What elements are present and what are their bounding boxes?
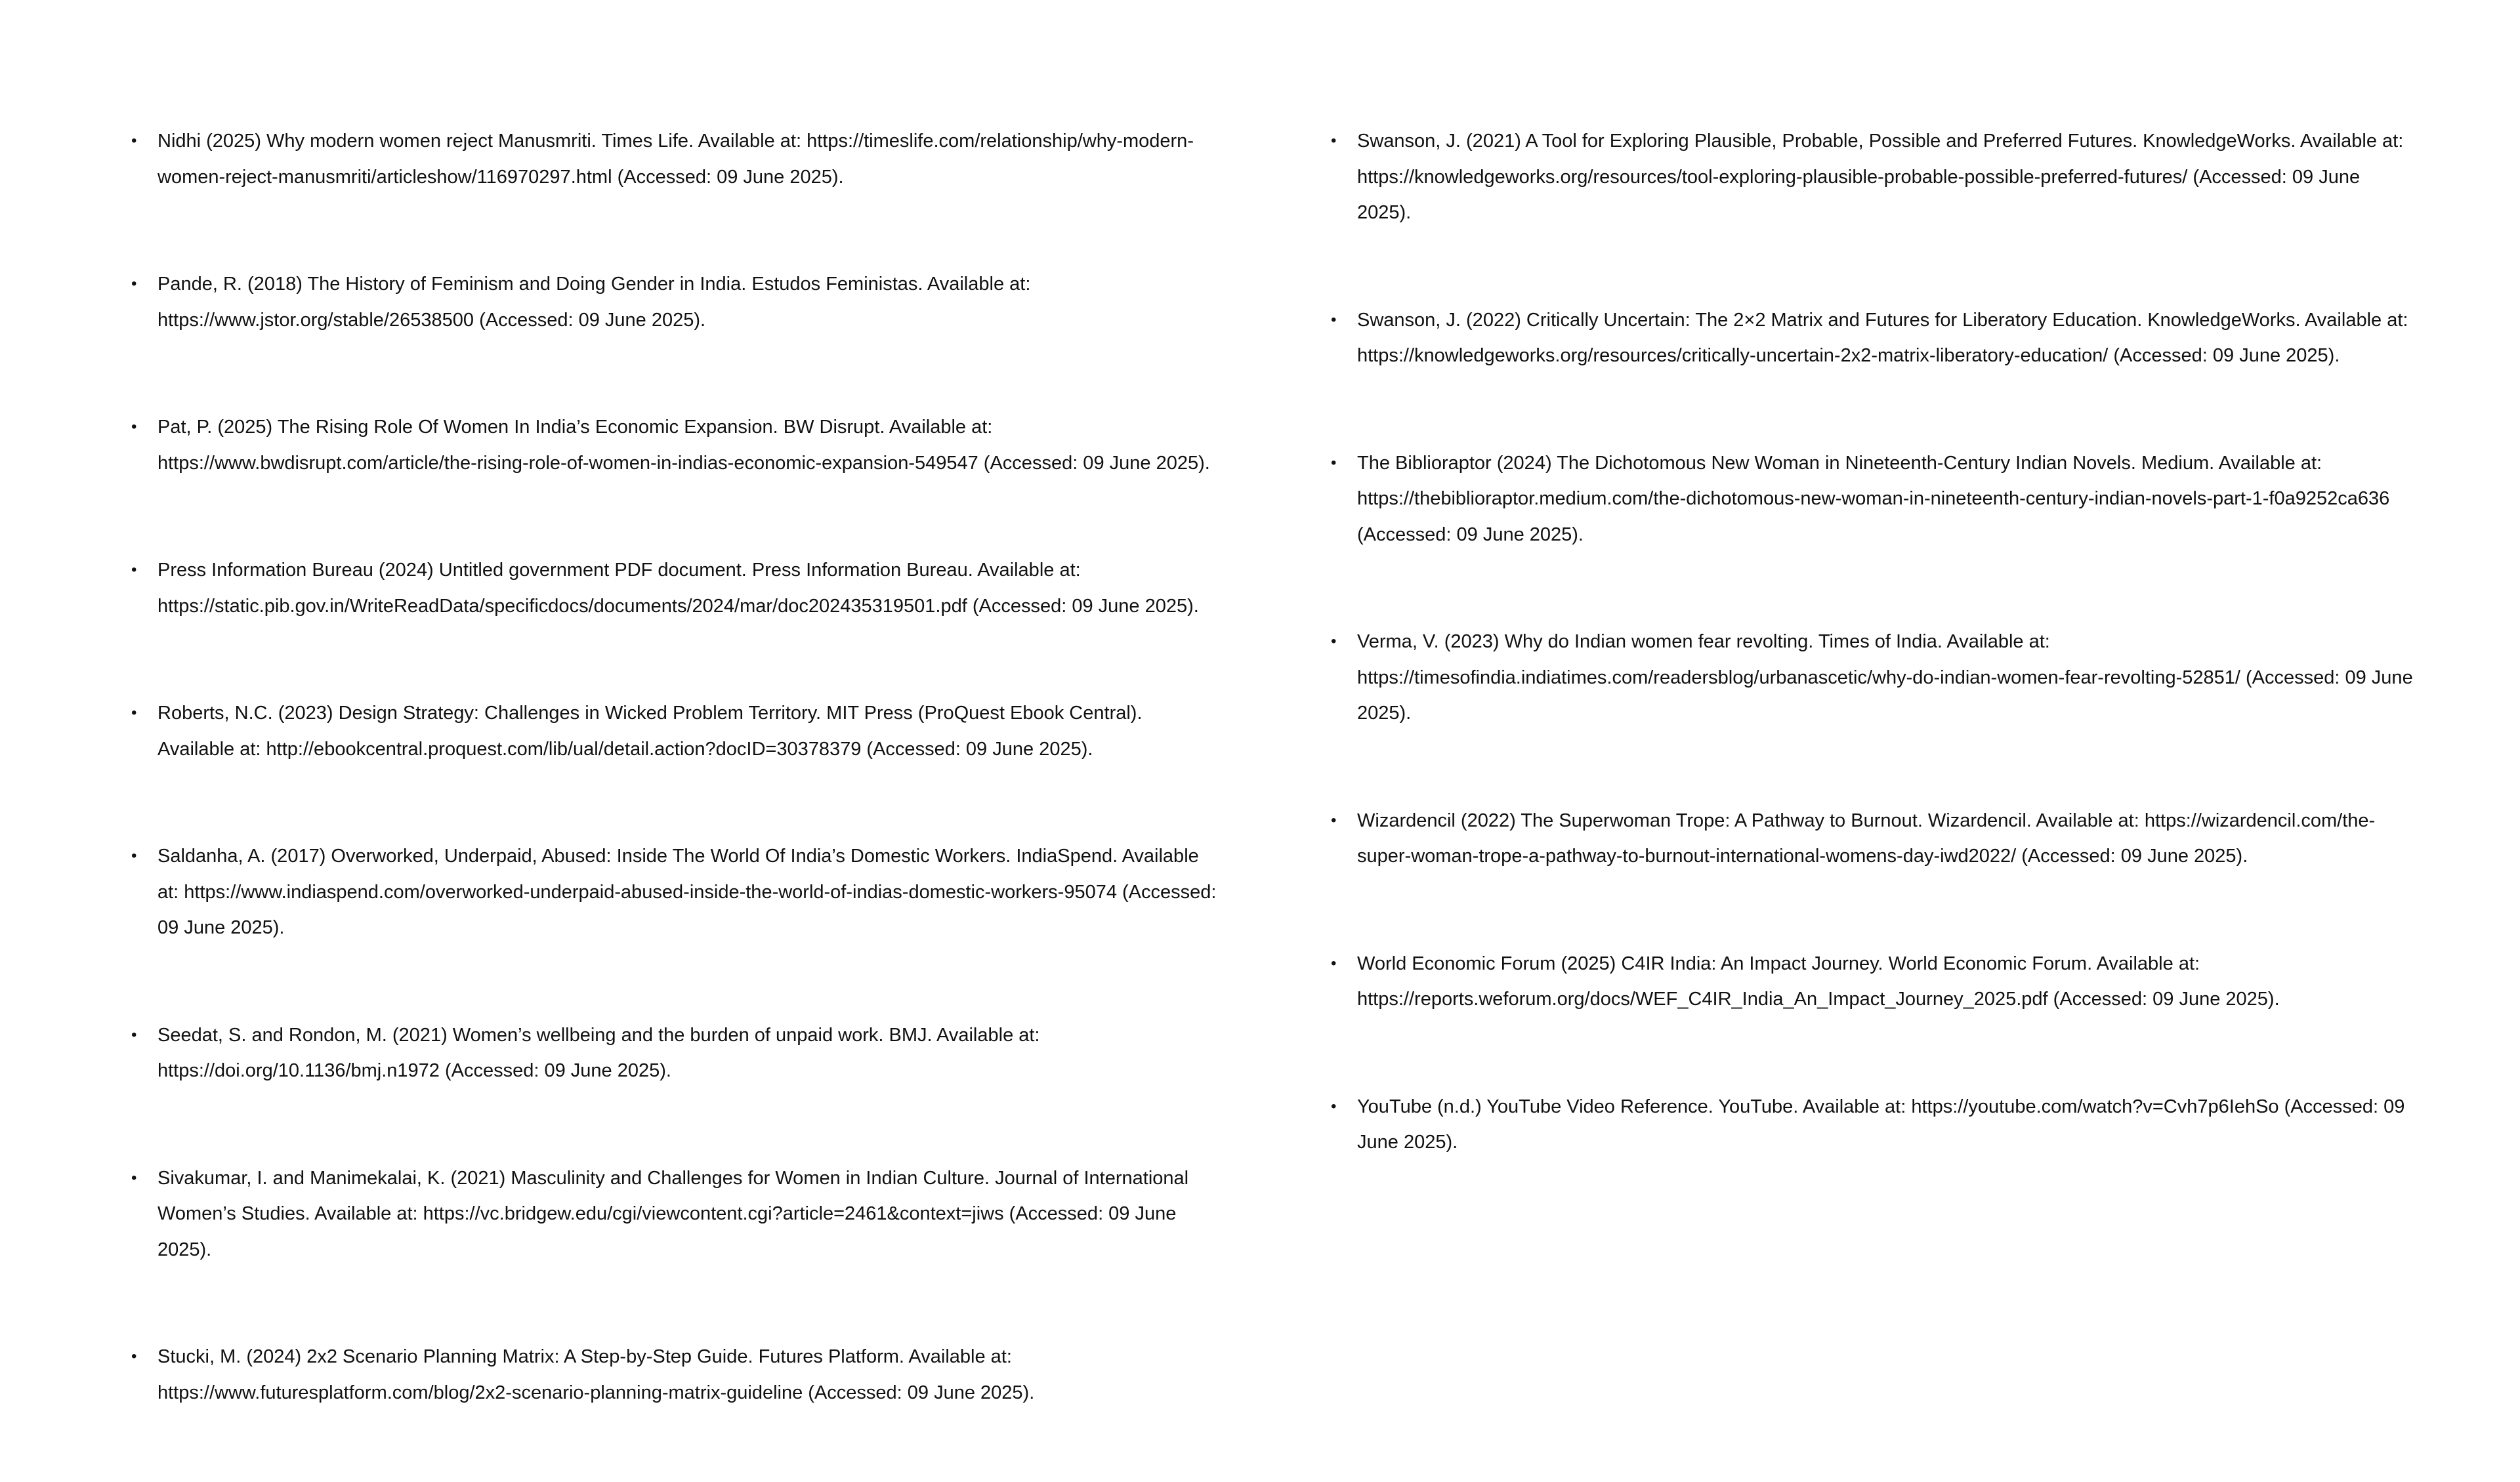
reference-item xyxy=(131,409,1217,481)
reference-text: Pat, P. (2025) The Rising Role Of Women In India’s Economic Expansion. BW Disrupt. Available at: https://www.bwdisrupt.com/article/the-rising-role-of-women-in-indias-economic-expansion-549547 (Accessed: 09 June 2025). xyxy=(158,417,1210,474)
bullet-icon: • xyxy=(131,847,137,865)
reference-item xyxy=(131,1339,1217,1410)
reference-item xyxy=(131,1018,1217,1089)
reference-item xyxy=(1331,123,2415,231)
bullet-icon: • xyxy=(131,1168,137,1187)
reference-text: Nidhi (2025) Why modern women reject Manusmriti. Times Life. Available at: https://timeslife.com/relationship/why-modern-women-reject-manusmriti/articleshow/116970297.html (Accessed: 09 June 2025). xyxy=(158,131,1194,188)
reference-text: Verma, V. (2023) Why do Indian women fear revolting. Times of India. Available at: https://timesofindia.indiatimes.com/readersblog/urbanascetic/why-do-indian-women-fear-revolting-52851/ (Accessed: 09 June 2025). xyxy=(1357,631,2413,724)
reference-list-left xyxy=(131,123,1217,1482)
reference-item xyxy=(131,552,1217,624)
reference-text: Press Information Bureau (2024) Untitled government PDF document. Press Information Bureau. Available at: https://static.pib.gov.in/WriteReadData/specificdocs/documents/2024/mar/doc202435319501.pdf (Accessed: 09 June 2025). xyxy=(158,560,1199,617)
bullet-icon: • xyxy=(131,418,137,436)
reference-item xyxy=(1331,946,2415,1018)
bullet-icon: • xyxy=(1331,453,1337,472)
reference-text: Swanson, J. (2021) A Tool for Exploring Plausible, Probable, Possible and Preferred Futures. KnowledgeWorks. Available at: https://knowledgeworks.org/resources/tool-exploring-plausible-probable-possible-preferred-futures/ (Accessed: 09 June 2025). xyxy=(1357,131,2404,223)
bullet-icon: • xyxy=(1331,954,1337,972)
reference-item xyxy=(1331,624,2415,731)
reference-text: World Economic Forum (2025) C4IR India: An Impact Journey. World Economic Forum. Available at: https://reports.weforum.org/docs/WEF_C4IR_India_An_Impact_Journey_2025.pdf (Accessed: 09 June 2025). xyxy=(1357,953,2280,1010)
reference-text: Pande, R. (2018) The History of Feminism and Doing Gender in India. Estudos Feministas. Available at: https://www.jstor.org/stable/26538500 (Accessed: 09 June 2025). xyxy=(158,274,1031,331)
reference-item xyxy=(131,123,1217,195)
bullet-icon: • xyxy=(131,704,137,722)
reference-text: The Biblioraptor (2024) The Dichotomous New Woman in Nineteenth-Century Indian Novels. Medium. Available at: https://thebiblioraptor.medium.com/the-dichotomous-new-woman-in-nineteenth-century-indian-novels-part-1-f0a9252ca636 (Accessed: 09 June 2025). xyxy=(1357,452,2390,545)
reference-item xyxy=(131,838,1217,946)
reference-text: Roberts, N.C. (2023) Design Strategy: Challenges in Wicked Problem Territory. MIT Press (ProQuest Ebook Central). Available at: http://ebookcentral.proquest.com/lib/ual/detail.action?docID=30378379 (Accessed: 09 June 2025). xyxy=(158,703,1143,760)
bullet-icon: • xyxy=(1331,632,1337,650)
reference-item xyxy=(1331,803,2415,875)
reference-text: Stucki, M. (2024) 2x2 Scenario Planning Matrix: A Step-by-Step Guide. Futures Platform. Available at: https://www.futuresplatform.com/blog/2x2-scenario-planning-matrix-guideline (Accessed: 09 June 2025). xyxy=(158,1346,1035,1403)
reference-item xyxy=(131,266,1217,338)
reference-item xyxy=(131,1161,1217,1268)
bullet-icon: • xyxy=(131,1025,137,1044)
reference-text: Swanson, J. (2022) Critically Uncertain: The 2×2 Matrix and Futures for Liberatory Education. KnowledgeWorks. Available at: https://knowledgeworks.org/resources/critically-uncertain-2x2-matrix-liberatory-education/ (Accessed: 09 June 2025). xyxy=(1357,309,2408,366)
reference-item xyxy=(1331,1089,2415,1161)
reference-text: Sivakumar, I. and Manimekalai, K. (2021) Masculinity and Challenges for Women in Indian Culture. Journal of International Women’s Studies. Available at: https://vc.bridgew.edu/cgi/viewcontent.cgi?article=2461&context=jiws (Accessed: 09 June 2025). xyxy=(158,1167,1189,1260)
reference-item xyxy=(1331,302,2415,374)
reference-text: YouTube (n.d.) YouTube Video Reference. YouTube. Available at: https://youtube.com/watch?v=Cvh7p6IehSo (Accessed: 09 June 2025). xyxy=(1357,1096,2405,1153)
reference-text: Saldanha, A. (2017) Overworked, Underpaid, Abused: Inside The World Of India’s Domestic Workers. IndiaSpend. Available at: https://www.indiaspend.com/overworked-underpaid-abused-inside-the-world-of-indias-domestic-workers-95074 (Accessed: 09 June 2025). xyxy=(158,846,1217,938)
bullet-icon: • xyxy=(131,561,137,579)
reference-text: Wizardencil (2022) The Superwoman Trope: A Pathway to Burnout. Wizardencil. Available at: https://wizardencil.com/the-super-woman-trope-a-pathway-to-burnout-international-womens-day-iwd2022/ (Accessed: 09 June 2025). xyxy=(1357,810,2376,867)
reference-item xyxy=(1331,445,2415,553)
bullet-icon: • xyxy=(131,275,137,293)
bullet-icon: • xyxy=(1331,310,1337,329)
bullet-icon: • xyxy=(131,1348,137,1365)
bullet-icon: • xyxy=(131,132,137,150)
bullet-icon: • xyxy=(1331,132,1337,150)
reference-item xyxy=(131,695,1217,767)
reference-list-right xyxy=(1331,123,2415,1232)
reference-text: Seedat, S. and Rondon, M. (2021) Women’s wellbeing and the burden of unpaid work. BMJ. Available at: https://doi.org/10.1136/bmj.n1972 (Accessed: 09 June 2025). xyxy=(158,1024,1040,1081)
bullet-icon: • xyxy=(1331,811,1337,829)
bullet-icon: • xyxy=(1331,1097,1337,1115)
